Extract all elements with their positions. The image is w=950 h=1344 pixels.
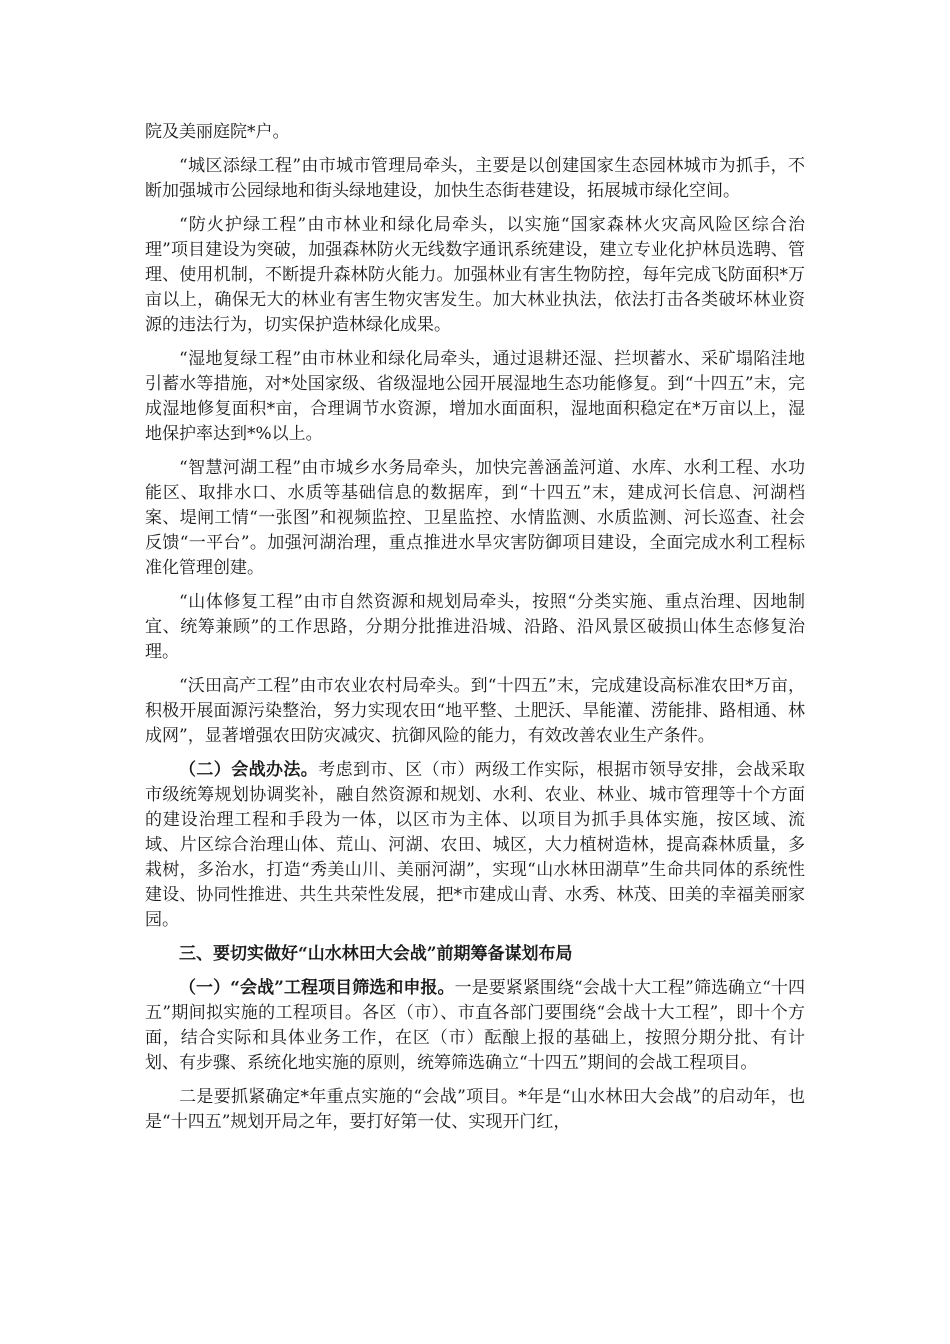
document-body [145,120,805,1135]
paragraph-key-projects: 二是要抓紧确定*年重点实施的“会战”项目。*年是“山水林田大会战”的启动年，也是“十四五”规划开局之年，要打好第一仗、实现开门红， [145,1087,805,1132]
battle-method-body: 考虑到市、区（市）两级工作实际，根据市领导安排，会战采取市级统筹规划协调奖补，融自然资源和规划、水利、农业、林业、城市管理等十个方面的建设治理工程和手段为一体，以区市为主体、以项目为抓手具体实施，按区域、流域、片区综合治理山体、荒山、河湖、农田、城区，大力植树造林，提高森林质量，多栽树，多治水，打造“秀美山川、美丽河湖”，实现“山水林田湖草”生命共同体的系统性建设、协同性推进、共生共荣性发展，把*市建成山青、水秀、林茂、田美的幸福美丽家园。 [145,760,806,930]
paragraph-continuation: 院及美丽庭院*户。 [145,122,290,142]
paragraph-project-selection [145,976,805,1076]
paragraph-fire-protection: “防火护绿工程”由市林业和绿化局牵头，以实施“国家森林火灾高风险区综合治理”项目建设为突破，加强森林防火无线数字通讯系统建设，建立专业化护林员选聘、管理、使用机制，不断提升森林防火能力。加强林业有害生物防控，每年完成飞防面积*万亩以上，确保无大的林业有害生物灾害发生。加大林业执法，依法打击各类破坏林业资源的违法行为，切实保护造林绿化成果。 [145,215,805,335]
paragraph-battle-method [145,758,805,933]
battle-method-lead: （二）会战办法。 [179,760,319,780]
project-selection-body: 一是要紧紧围绕“会战十大工程”筛选确立“十四五”期间拟实施的工程项目。各区（市）、市直各部门要围绕“会战十大工程”，即十个方面，结合实际和具体业务工作，在区（市）酝酿上报的基础上，按照分期分批、有计划、有步骤、系统化地实施的原则，统筹筛选确立“十四五”期间的会战工程项目。 [145,978,806,1073]
paragraph-mountain-repair: “山体修复工程”由市自然资源和规划局牵头，按照“分类实施、重点治理、因地制宜、统筹兼顾”的工作思路，分期分批推进沿城、沿路、沿风景区破损山体生态修复治理。 [145,592,805,662]
paragraph-wetland: “湿地复绿工程”由市林业和绿化局牵头，通过退耕还湿、拦坝蓄水、采矿塌陷洼地引蓄水等措施，对*处国家级、省级湿地公园开展湿地生态功能修复。到“十四五”末，完成湿地修复面积*亩，合理调节水资源，增加水面面积，湿地面积稳定在*万亩以上，湿地保护率达到*%以上。 [145,349,805,444]
project-selection-lead: （一）“会战”工程项目筛选和申报。 [179,978,455,998]
paragraph-smart-rivers: “智慧河湖工程”由市城乡水务局牵头，加快完善涵盖河道、水库、水利工程、水功能区、取排水口、水质等基础信息的数据库，到“十四五”末，建成河长信息、河湖档案、堤闸工情“一张图”和视频监控、卫星监控、水情监测、水质监测、河长巡查、社会反馈“一平台”。加强河湖治理，重点推进水旱灾害防御项目建设，全面完成水利工程标准化管理创建。 [145,458,805,578]
section-three-heading: 三、要切实做好“山水林田大会战”前期筹备谋划布局 [179,944,573,964]
paragraph-farmland: “沃田高产工程”由市农业农村局牵头。到“十四五”末，完成建设高标准农田*万亩，积极开展面源污染整治，努力实现农田“地平整、土肥沃、旱能灌、涝能排、路相通、林成网”，显著增强农田防灾减灾、抗御风险的能力，有效改善农业生产条件。 [145,676,805,746]
paragraph-city-greening: “城区添绿工程”由市城市管理局牵头，主要是以创建国家生态园林城市为抓手，不断加强城市公园绿地和街头绿地建设，加快生态街巷建设，拓展城市绿化空间。 [145,156,805,201]
